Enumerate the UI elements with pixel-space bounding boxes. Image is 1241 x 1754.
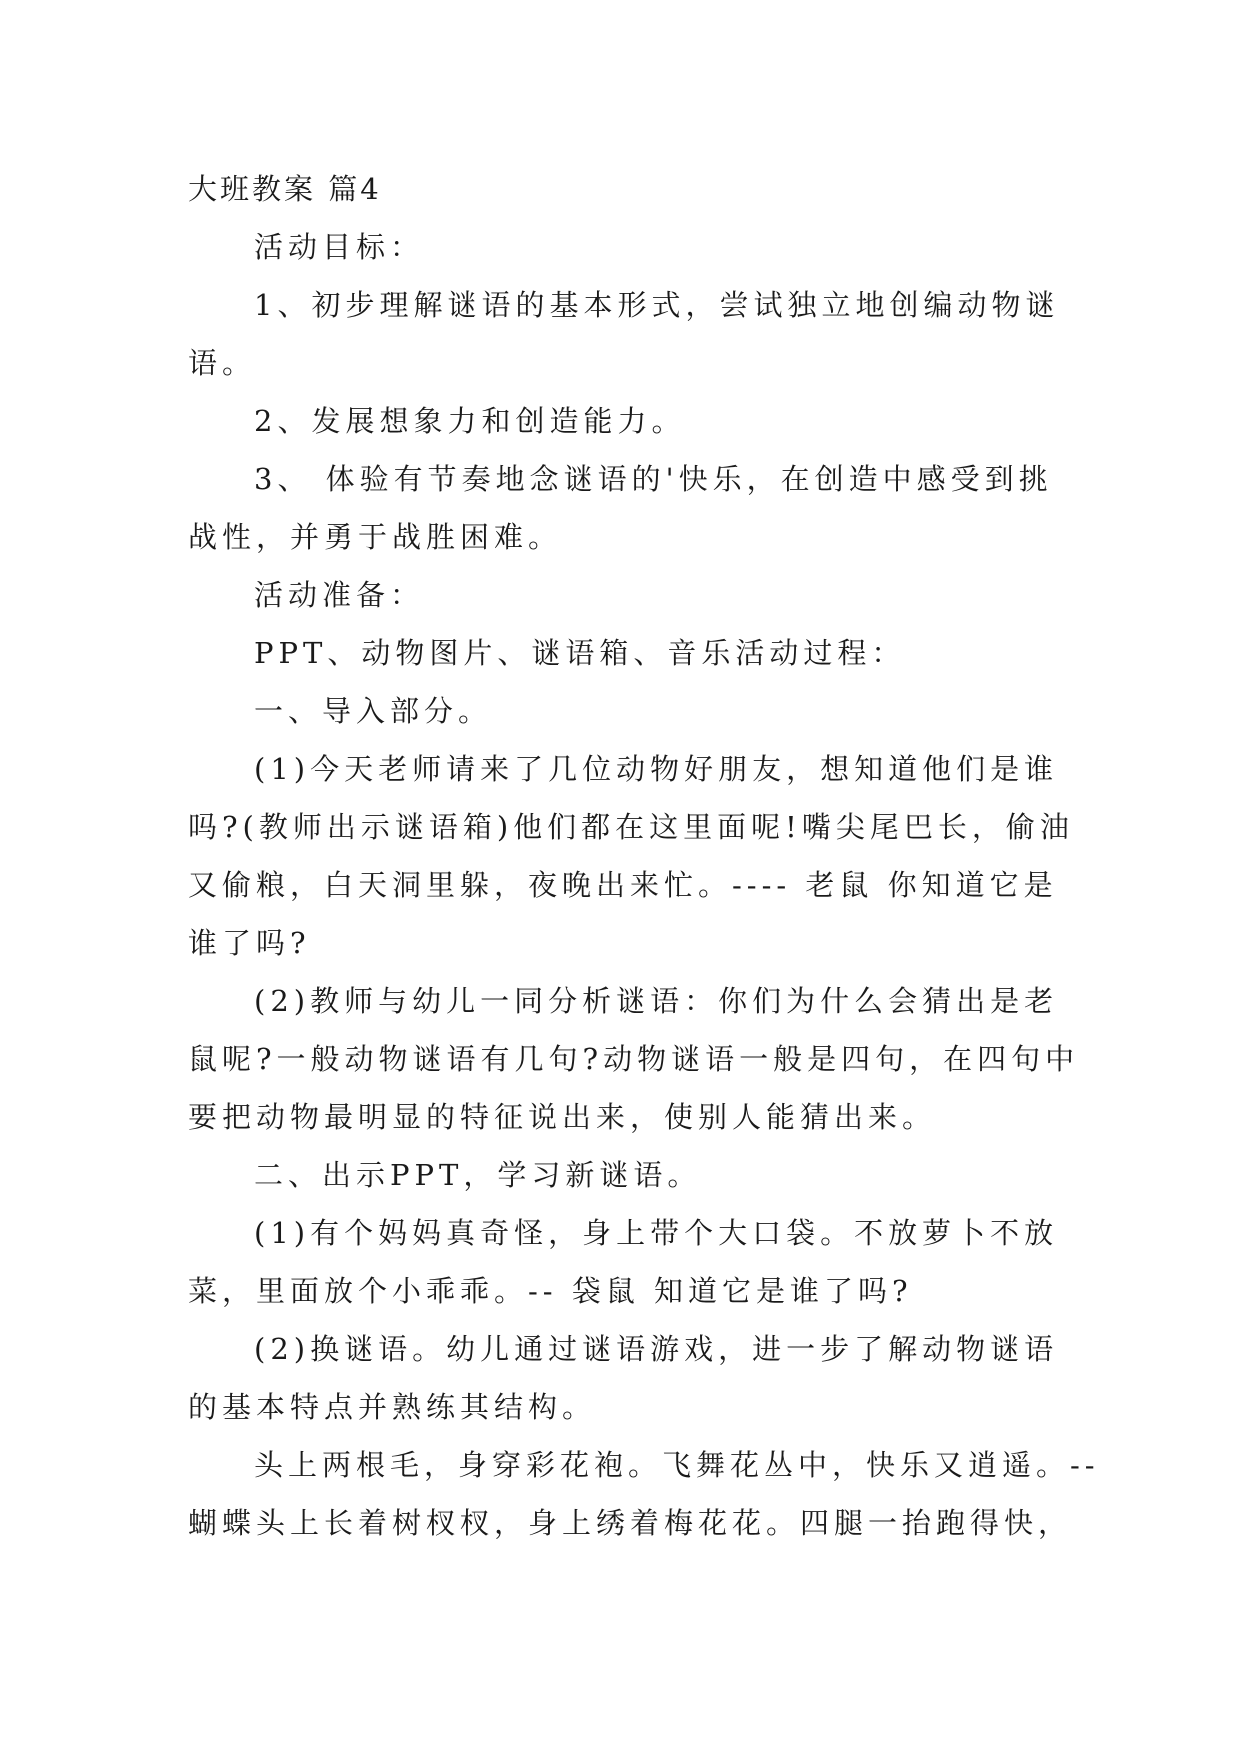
text-line: 谁了吗? xyxy=(188,926,311,960)
text-line: 鼠呢?一般动物谜语有几句?动物谜语一般是四句，在四句中 xyxy=(188,1042,1080,1076)
text-line: 吗?(教师出示谜语箱)他们都在这里面呢!嘴尖尾巴长，偷油 xyxy=(188,810,1074,844)
text-line: (1)有个妈妈真奇怪，身上带个大口袋。不放萝卜不放 xyxy=(254,1216,1059,1250)
section-heading-intro: 一、导入部分。 xyxy=(254,694,493,728)
document-body xyxy=(188,160,1100,1552)
text-line: 头上两根毛，身穿彩花袍。飞舞花丛中，快乐又逍遥。-- xyxy=(254,1448,1100,1482)
text-line: (2)教师与幼儿一同分析谜语：你们为什么会猜出是老 xyxy=(254,984,1059,1018)
text-line: PPT、动物图片、谜语箱、音乐活动过程： xyxy=(254,636,906,670)
page-title: 大班教案 篇4 xyxy=(188,172,382,206)
text-line: 2、发展想象力和创造能力。 xyxy=(254,404,686,438)
text-line: 语。 xyxy=(188,346,257,380)
text-line: (2)换谜语。幼儿通过谜语游戏，进一步了解动物谜语 xyxy=(254,1332,1059,1366)
text-line: 的基本特点并熟练其结构。 xyxy=(188,1390,597,1424)
text-line: 3、 体验有节奏地念谜语的'快乐，在创造中感受到挑 xyxy=(254,462,1053,496)
text-line: 要把动物最明显的特征说出来，使别人能猜出来。 xyxy=(188,1100,937,1134)
section-heading-preparation: 活动准备： xyxy=(254,578,425,612)
section-heading-goals: 活动目标： xyxy=(254,230,425,264)
text-line: 蝴蝶头上长着树杈杈，身上绣着梅花花。四腿一抬跑得快， xyxy=(188,1506,1073,1540)
section-heading-ppt: 二、出示PPT，学习新谜语。 xyxy=(254,1158,702,1192)
text-line: 菜，里面放个小乖乖。-- 袋鼠 知道它是谁了吗? xyxy=(188,1274,913,1308)
text-line: 战性，并勇于战胜困难。 xyxy=(188,520,563,554)
text-line: 又偷粮，白天洞里躲，夜晚出来忙。---- 老鼠 你知道它是 xyxy=(188,868,1058,902)
text-line: 1、初步理解谜语的基本形式，尝试独立地创编动物谜 xyxy=(254,288,1060,322)
text-line: (1)今天老师请来了几位动物好朋友，想知道他们是谁 xyxy=(254,752,1059,786)
